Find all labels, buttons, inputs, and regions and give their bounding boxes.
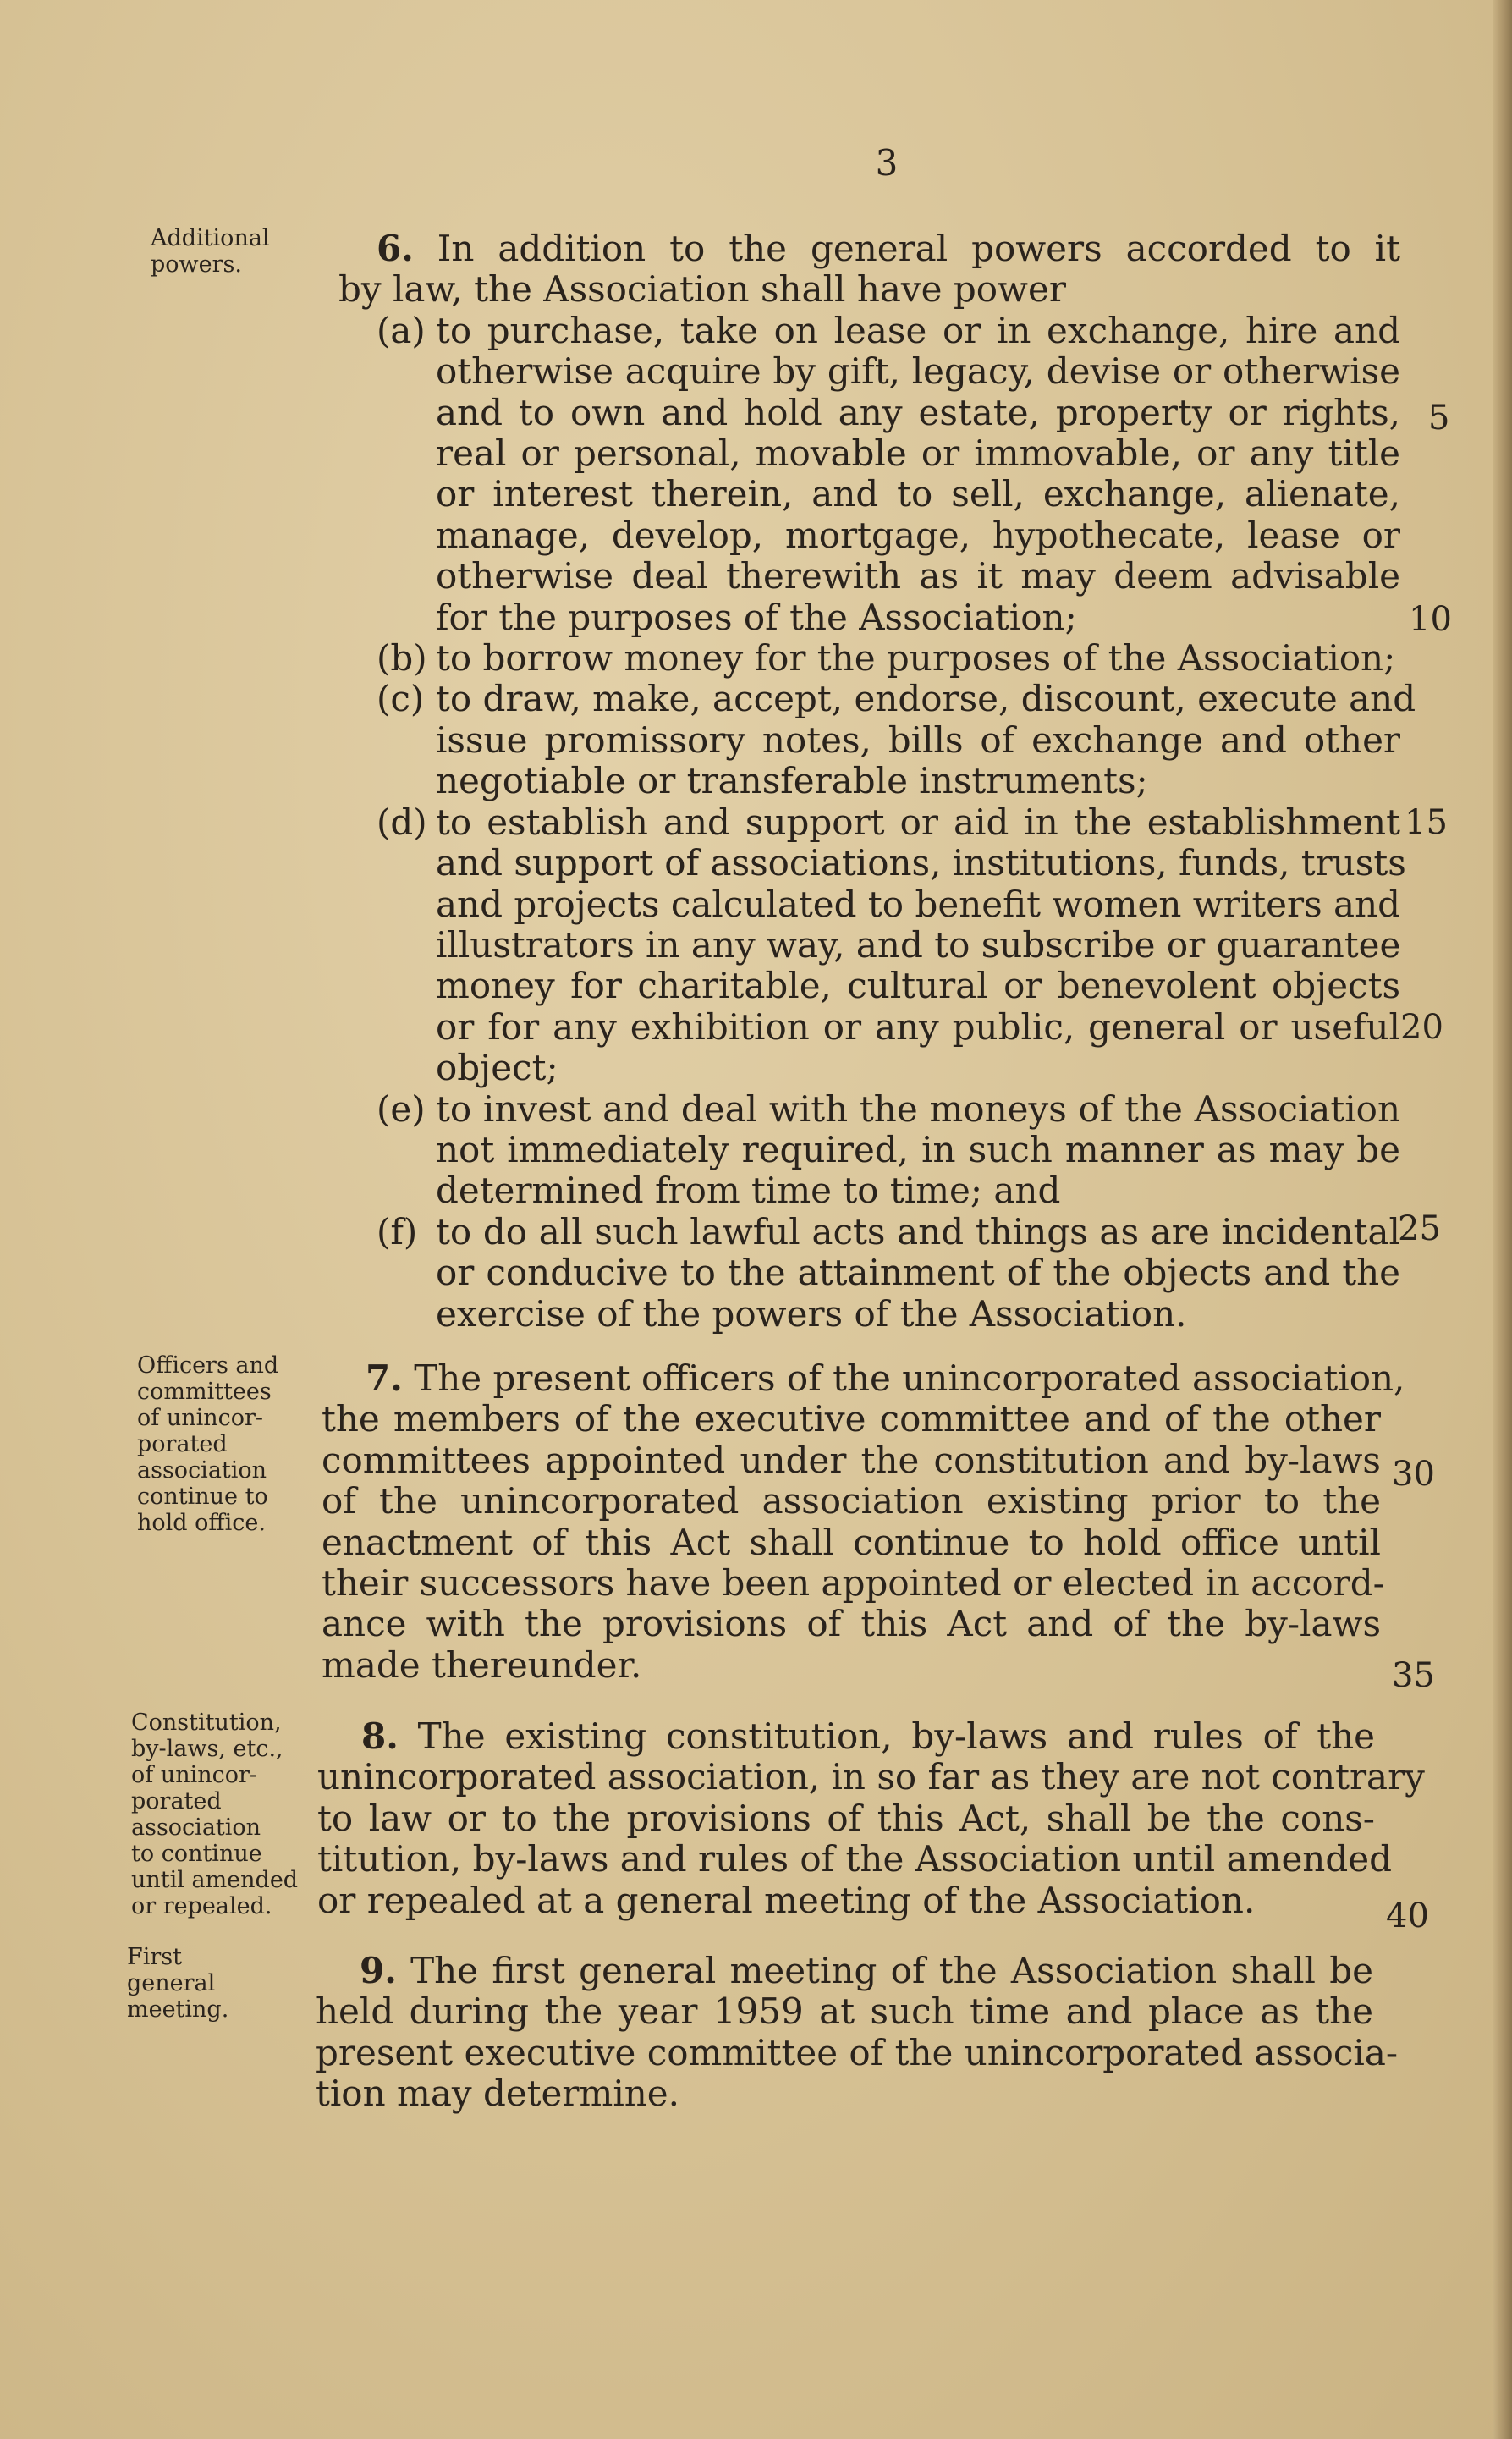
- line-number-20: 20: [1400, 1008, 1443, 1047]
- item-line: not immediately required, in such manner as may be: [436, 1128, 1400, 1170]
- section-6-intro-line: 6. In addition to the general powers accorded to it: [377, 228, 1400, 269]
- section-6-item-c: [338, 678, 1416, 802]
- section7-line: of the unincorporated association existing prior to the: [322, 1480, 1381, 1522]
- section9-line: [316, 1951, 1373, 1991]
- section8-line: to law or to the provisions of this Act, shall be the cons-: [317, 1797, 1375, 1839]
- line-number-35: 35: [1392, 1656, 1435, 1695]
- item-label: (d): [377, 801, 427, 843]
- item-line: or interest therein, and to sell, exchange, alienate,: [436, 473, 1400, 515]
- marginal-note-line: until amended: [131, 1867, 299, 1893]
- item-line: to draw, make, accept, endorse, discount, execute and: [436, 678, 1416, 720]
- section-6-item-b: [338, 638, 1400, 679]
- section8-first-line-text: The existing constitution, by-laws and rules of the: [417, 1715, 1375, 1757]
- section-number: 8.: [361, 1715, 399, 1757]
- item-line: exercise of the powers of the Association.: [436, 1292, 1187, 1335]
- section8-line: [317, 1716, 1375, 1757]
- marginal-note-line: of unincor-: [137, 1405, 264, 1431]
- item-label: (e): [377, 1087, 426, 1130]
- marginal-note-officers-committees: [137, 1352, 319, 1536]
- line-number-5: 5: [1428, 399, 1450, 438]
- marginal-note-additional-powers: [151, 225, 333, 278]
- item-line: otherwise acquire by gift, legacy, devise or otherwise: [436, 350, 1400, 393]
- marginal-note-line: by-laws, etc.,: [131, 1736, 283, 1762]
- marginal-note-line: porated: [137, 1431, 228, 1457]
- item-line: and projects calculated to benefit women writers and: [436, 883, 1400, 925]
- item-line: determined from time to time; and: [436, 1170, 1061, 1212]
- item-line: and to own and hold any estate, property or rights,: [436, 391, 1400, 433]
- marginal-note-line: Constitution,: [131, 1710, 282, 1736]
- section-6-item-e: [338, 1089, 1400, 1212]
- item-line: object;: [436, 1047, 558, 1089]
- item-line: otherwise deal therewith as it may deem advisable: [436, 555, 1400, 597]
- section9-line: tion may determine.: [316, 2073, 680, 2115]
- item-label: (b): [377, 637, 427, 680]
- line-number-25: 25: [1398, 1209, 1441, 1248]
- section7-line: made thereunder.: [322, 1643, 642, 1686]
- marginal-note-line: or repealed.: [131, 1893, 272, 1919]
- section-9: [316, 1950, 1399, 2115]
- section-6-intro-line: by law, the Association shall have power: [338, 268, 1066, 311]
- marginal-note-line: porated: [131, 1788, 222, 1814]
- section7-line: enactment of this Act shall continue to hold office until: [322, 1521, 1381, 1563]
- item-label: (a): [377, 309, 426, 351]
- marginal-note-line: continue to: [137, 1484, 268, 1510]
- marginal-note-line: of unincor-: [131, 1762, 258, 1788]
- marginal-note-line: powers.: [151, 251, 242, 278]
- section-6: [338, 228, 1416, 1335]
- line-number-10: 10: [1409, 600, 1452, 639]
- line-number-30: 30: [1392, 1455, 1435, 1494]
- marginal-note-line: committees: [137, 1379, 272, 1405]
- section-6-item-a: [338, 311, 1400, 638]
- marginal-note-line: First: [127, 1944, 182, 1970]
- item-line: illustrators in any way, and to subscribe or guarantee: [436, 923, 1401, 966]
- marginal-note-constitution-bylaws: [131, 1710, 313, 1919]
- page-edge: [1493, 0, 1512, 2439]
- item-line: negotiable or transferable instruments;: [436, 760, 1148, 802]
- item-line: manage, develop, mortgage, hypothecate, lease or: [436, 514, 1400, 556]
- marginal-note-line: meeting.: [127, 1996, 229, 2023]
- section7-line: the members of the executive committee and of the other: [322, 1398, 1381, 1440]
- section-6-item-f: [338, 1212, 1400, 1335]
- line-number-40: 40: [1386, 1897, 1429, 1935]
- marginal-note-first-general-meeting: [127, 1944, 309, 2023]
- section7-first-line-text: The present officers of the unincorporated association,: [414, 1357, 1405, 1399]
- item-line: to purchase, take on lease or in exchange, hire and: [436, 309, 1400, 351]
- section-number: 7.: [366, 1357, 403, 1399]
- item-label: (f): [377, 1210, 418, 1253]
- item-line: to borrow money for the purposes of the Association;: [436, 637, 1396, 680]
- section7-line: [322, 1357, 1405, 1399]
- item-line: or conducive to the attainment of the objects and the: [436, 1252, 1400, 1294]
- section9-first-line-text: The first general meeting of the Association shall be: [410, 1950, 1373, 1991]
- item-line: money for charitable, cultural or benevolent objects: [436, 965, 1400, 1007]
- section-7: [322, 1357, 1405, 1686]
- marginal-note-line: general: [127, 1970, 216, 1996]
- item-line: or for any exhibition or any public, general or useful: [436, 1005, 1400, 1048]
- section-6-items: [338, 309, 1416, 1335]
- section8-line: or repealed at a general meeting of the Association.: [317, 1879, 1256, 1921]
- marginal-note-line: association: [137, 1457, 267, 1484]
- section8-line: titution, by-laws and rules of the Association until amended: [317, 1838, 1392, 1880]
- section-6-item-d: [338, 801, 1406, 1089]
- item-line: issue promissory notes, bills of exchange and other: [436, 718, 1400, 761]
- section-number: 9.: [360, 1950, 397, 1991]
- section7-line: ance with the provisions of this Act and of the by-laws: [322, 1603, 1381, 1645]
- page-number: 3: [875, 142, 899, 184]
- section9-line: present executive committee of the unincorporated associa-: [316, 2031, 1399, 2073]
- marginal-note-line: association: [131, 1814, 261, 1841]
- section7-line: committees appointed under the constitution and by-laws: [322, 1439, 1381, 1481]
- section7-line: their successors have been appointed or elected in accord-: [322, 1562, 1385, 1605]
- line-number-15: 15: [1405, 803, 1448, 842]
- item-line: real or personal, movable or immovable, or any title: [436, 432, 1400, 475]
- item-line: to invest and deal with the moneys of the Association: [436, 1087, 1400, 1130]
- item-line: and support of associations, institutions, funds, trusts: [436, 842, 1406, 884]
- marginal-note-line: hold office.: [137, 1510, 266, 1536]
- marginal-note-line: Additional: [151, 225, 270, 251]
- marginal-note-line: to continue: [131, 1841, 262, 1867]
- section9-line: held during the year 1959 at such time and place as the: [316, 1990, 1373, 2033]
- item-label: (c): [377, 678, 425, 720]
- marginal-note-line: Officers and: [137, 1352, 279, 1379]
- section8-line: unincorporated association, in so far as they are not contrary: [317, 1756, 1425, 1798]
- section-number: 6.: [377, 228, 414, 269]
- item-line: to do all such lawful acts and things as are incidental: [436, 1210, 1400, 1253]
- item-line: for the purposes of the Association;: [436, 596, 1077, 638]
- item-line: to establish and support or aid in the establishment: [436, 801, 1400, 843]
